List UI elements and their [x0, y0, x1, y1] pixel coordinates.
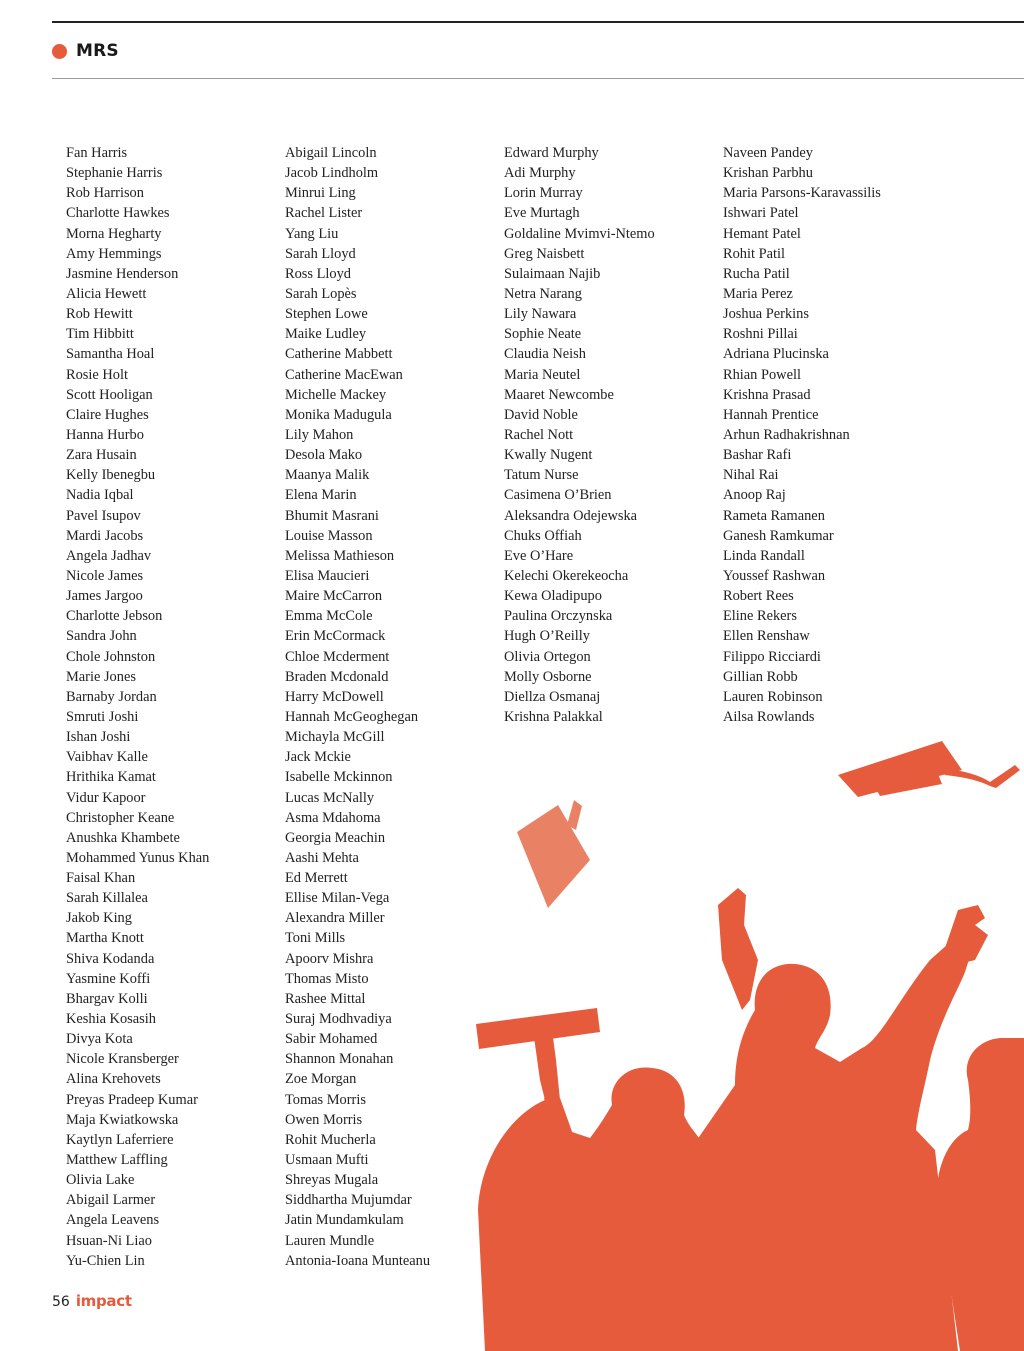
list-item: Catherine MacEwan: [285, 366, 403, 383]
list-item: Kwally Nugent: [504, 447, 593, 464]
list-item: Bhumit Masrani: [285, 507, 379, 524]
list-item: Maria Neutel: [504, 366, 581, 383]
list-item: Charlotte Jebson: [66, 608, 163, 625]
list-item: Sophie Neate: [504, 326, 582, 343]
list-item: Angela Jadhav: [66, 547, 152, 564]
list-item: Rohit Patil: [723, 245, 785, 262]
list-item: Hsuan-Ni Liao: [66, 1232, 152, 1249]
list-item: Thomas Misto: [285, 970, 369, 987]
list-item: Yu-Chien Lin: [66, 1252, 145, 1269]
list-item: Zara Husain: [66, 447, 137, 464]
page-footer: [52, 1292, 132, 1310]
list-item: Chole Johnston: [66, 648, 156, 665]
list-item: Kaytlyn Laferriere: [66, 1131, 174, 1148]
list-item: Maanya Malik: [285, 467, 370, 484]
names-column-3: [504, 143, 719, 727]
list-item: Ellise Milan-Vega: [285, 890, 390, 907]
top-rule: [52, 21, 1024, 23]
list-item: Chloe Mcderment: [285, 648, 390, 665]
list-item: Shannon Monahan: [285, 1051, 394, 1068]
section-dot-icon: [52, 44, 67, 59]
list-item: Elisa Maucieri: [285, 567, 370, 584]
names-column-2: [285, 143, 500, 1271]
list-item: Olivia Lake: [66, 1172, 135, 1189]
list-item: Fan Harris: [66, 145, 128, 161]
list-item: Ganesh Ramkumar: [723, 527, 834, 544]
list-item: Alicia Hewett: [66, 285, 147, 302]
list-item: Isabelle Mckinnon: [285, 769, 393, 786]
list-item: Apoorv Mishra: [285, 950, 374, 967]
names-column-4: [723, 143, 938, 727]
list-item: Lily Mahon: [285, 426, 354, 443]
list-item: Rachel Lister: [285, 205, 363, 222]
list-item: Maria Perez: [723, 285, 793, 302]
list-item: Samantha Hoal: [66, 346, 155, 363]
list-item: Faisal Khan: [66, 870, 136, 887]
list-item: Harry McDowell: [285, 688, 384, 705]
list-item: Bhargav Kolli: [66, 990, 148, 1007]
page-number: 56: [52, 1294, 70, 1310]
list-item: Youssef Rashwan: [723, 567, 826, 584]
list-item: Ed Merrett: [285, 870, 348, 887]
list-item: Jakob King: [66, 910, 132, 927]
list-item: Hrithika Kamat: [66, 769, 156, 786]
list-item: Louise Masson: [285, 527, 373, 544]
list-item: Kelly Ibenegbu: [66, 467, 156, 484]
list-item: Maria Parsons-Karavassilis: [723, 185, 881, 202]
list-item: Angela Leavens: [66, 1212, 160, 1229]
list-item: Morna Hegharty: [66, 225, 162, 242]
list-item: Maike Ludley: [285, 326, 367, 343]
header-divider: [52, 78, 1024, 79]
list-item: Keshia Kosasih: [66, 1011, 156, 1028]
section-header: [52, 40, 119, 62]
list-item: Tatum Nurse: [504, 467, 579, 484]
list-item: Alexandra Miller: [285, 910, 385, 927]
list-item: Tomas Morris: [285, 1091, 366, 1108]
list-item: Ross Lloyd: [285, 265, 351, 282]
list-item: Shiva Kodanda: [66, 950, 155, 967]
list-item: Owen Morris: [285, 1111, 363, 1128]
list-item: Stephen Lowe: [285, 306, 368, 323]
list-item: Sarah Killalea: [66, 890, 148, 907]
list-item: Linda Randall: [723, 547, 805, 564]
list-item: Claire Hughes: [66, 406, 149, 423]
list-item: Ishwari Patel: [723, 205, 799, 222]
list-item: Naveen Pandey: [723, 145, 813, 161]
list-item: Anushka Khambete: [66, 829, 180, 846]
list-item: Pavel Isupov: [66, 507, 141, 524]
list-item: Lorin Murray: [504, 185, 583, 202]
list-item: Georgia Meachin: [285, 829, 386, 846]
list-item: Eve O’Hare: [504, 547, 574, 564]
list-item: Nadia Iqbal: [66, 487, 134, 504]
list-item: Catherine Mabbett: [285, 346, 393, 363]
list-item: Nicole James: [66, 567, 144, 584]
list-item: Yasmine Koffi: [66, 970, 151, 987]
list-item: Maire McCarron: [285, 588, 383, 605]
list-item: Michelle Mackey: [285, 386, 387, 403]
list-item: Monika Madugula: [285, 406, 392, 423]
list-item: Rameta Ramanen: [723, 507, 825, 524]
list-item: Nicole Kransberger: [66, 1051, 179, 1068]
list-item: Christopher Keane: [66, 809, 175, 826]
list-item: Amy Hemmings: [66, 245, 162, 262]
list-item: Casimena O’Brien: [504, 487, 612, 504]
list-item: Eline Rekers: [723, 608, 797, 625]
list-item: James Jargoo: [66, 588, 143, 605]
list-item: Sulaimaan Najib: [504, 265, 601, 282]
list-item: Vidur Kapoor: [66, 789, 146, 806]
list-item: Tim Hibbitt: [66, 326, 134, 343]
list-item: Jacob Lindholm: [285, 165, 379, 182]
list-item: Chuks Offiah: [504, 527, 582, 544]
brand-logo: impact: [75, 1292, 132, 1310]
list-item: Jasmine Henderson: [66, 265, 179, 282]
list-item: Lucas McNally: [285, 789, 375, 806]
list-item: Rob Harrison: [66, 185, 144, 202]
list-item: Hugh O’Reilly: [504, 628, 590, 645]
list-item: Emma McCole: [285, 608, 373, 625]
list-item: Vaibhav Kalle: [66, 749, 148, 766]
list-item: Nihal Rai: [723, 467, 779, 484]
list-item: Sarah Lloyd: [285, 245, 356, 262]
list-item: Smruti Joshi: [66, 708, 139, 725]
list-item: Robert Rees: [723, 588, 794, 605]
list-item: Krishan Parbhu: [723, 165, 813, 182]
list-item: Charlotte Hawkes: [66, 205, 170, 222]
list-item: Matthew Laffling: [66, 1152, 168, 1169]
list-item: Jatin Mundamkulam: [285, 1212, 404, 1229]
list-item: Elena Marin: [285, 487, 357, 504]
list-item: Abigail Lincoln: [285, 145, 377, 161]
list-item: Michayla McGill: [285, 729, 385, 746]
list-item: Rashee Mittal: [285, 990, 366, 1007]
list-item: Sabir Mohamed: [285, 1031, 378, 1048]
list-item: Krishna Palakkal: [504, 708, 603, 725]
list-item: Jack Mckie: [285, 749, 351, 766]
list-item: Rhian Powell: [723, 366, 801, 383]
list-item: Hannah Prentice: [723, 406, 819, 423]
list-item: Antonia-Ioana Munteanu: [285, 1252, 431, 1269]
list-item: Zoe Morgan: [285, 1071, 357, 1088]
list-item: Shreyas Mugala: [285, 1172, 379, 1189]
list-item: Alina Krehovets: [66, 1071, 161, 1088]
list-item: Usmaan Mufti: [285, 1152, 369, 1169]
list-item: Stephanie Harris: [66, 165, 163, 182]
list-item: Eve Murtagh: [504, 205, 580, 222]
list-item: Roshni Pillai: [723, 326, 798, 343]
list-item: Aashi Mehta: [285, 849, 359, 866]
list-item: Braden Mcdonald: [285, 668, 389, 685]
list-item: Marie Jones: [66, 668, 136, 685]
list-item: Adi Murphy: [504, 165, 576, 182]
list-item: Paulina Orczynska: [504, 608, 613, 625]
list-item: Sarah Lopès: [285, 285, 357, 302]
list-item: Desola Mako: [285, 447, 363, 464]
list-item: Bashar Rafi: [723, 447, 792, 464]
list-item: Erin McCormack: [285, 628, 386, 645]
list-item: Maja Kwiatkowska: [66, 1111, 179, 1128]
list-item: Filippo Ricciardi: [723, 648, 821, 665]
list-item: Ellen Renshaw: [723, 628, 810, 645]
list-item: Ishan Joshi: [66, 729, 131, 746]
list-item: Melissa Mathieson: [285, 547, 395, 564]
list-item: David Noble: [504, 406, 578, 423]
list-item: Sandra John: [66, 628, 137, 645]
list-item: Maaret Newcombe: [504, 386, 614, 403]
list-item: Siddhartha Mujumdar: [285, 1192, 412, 1209]
list-item: Abigail Larmer: [66, 1192, 156, 1209]
list-item: Scott Hooligan: [66, 386, 153, 403]
list-item: Gillian Robb: [723, 668, 798, 685]
list-item: Mardi Jacobs: [66, 527, 144, 544]
list-item: Olivia Ortegon: [504, 648, 591, 665]
list-item: Hemant Patel: [723, 225, 801, 242]
list-item: Joshua Perkins: [723, 306, 809, 323]
list-item: Lauren Mundle: [285, 1232, 375, 1249]
list-item: Martha Knott: [66, 930, 144, 947]
list-item: Hannah McGeoghegan: [285, 708, 419, 725]
list-item: Preyas Pradeep Kumar: [66, 1091, 198, 1108]
list-item: Diellza Osmanaj: [504, 688, 601, 705]
list-item: Minrui Ling: [285, 185, 356, 202]
list-item: Suraj Modhvadiya: [285, 1011, 392, 1028]
list-item: Rucha Patil: [723, 265, 790, 282]
list-item: Mohammed Yunus Khan: [66, 849, 210, 866]
list-item: Divya Kota: [66, 1031, 133, 1048]
list-item: Yang Liu: [285, 225, 339, 242]
list-item: Rachel Nott: [504, 426, 574, 443]
list-item: Rohit Mucherla: [285, 1131, 376, 1148]
list-item: Adriana Plucinska: [723, 346, 829, 363]
list-item: Greg Naisbett: [504, 245, 585, 262]
list-item: Barnaby Jordan: [66, 688, 157, 705]
list-item: Lily Nawara: [504, 306, 577, 323]
list-item: Kewa Oladipupo: [504, 588, 602, 605]
list-item: Aleksandra Odejewska: [504, 507, 638, 524]
list-item: Hanna Hurbo: [66, 426, 144, 443]
list-item: Anoop Raj: [723, 487, 786, 504]
names-list: [0, 143, 1024, 1283]
list-item: Ailsa Rowlands: [723, 708, 815, 725]
list-item: Lauren Robinson: [723, 688, 823, 705]
list-item: Claudia Neish: [504, 346, 586, 363]
list-item: Krishna Prasad: [723, 386, 811, 403]
list-item: Toni Mills: [285, 930, 346, 947]
list-item: Edward Murphy: [504, 145, 599, 161]
names-column-1: [66, 143, 281, 1271]
list-item: Kelechi Okerekeocha: [504, 567, 629, 584]
list-item: Netra Narang: [504, 285, 582, 302]
list-item: Arhun Radhakrishnan: [723, 426, 850, 443]
list-item: Rob Hewitt: [66, 306, 133, 323]
list-item: Goldaline Mvimvi-Ntemo: [504, 225, 655, 242]
list-item: Asma Mdahoma: [285, 809, 381, 826]
list-item: Rosie Holt: [66, 366, 128, 383]
section-title: MRS: [76, 41, 119, 61]
list-item: Molly Osborne: [504, 668, 592, 685]
